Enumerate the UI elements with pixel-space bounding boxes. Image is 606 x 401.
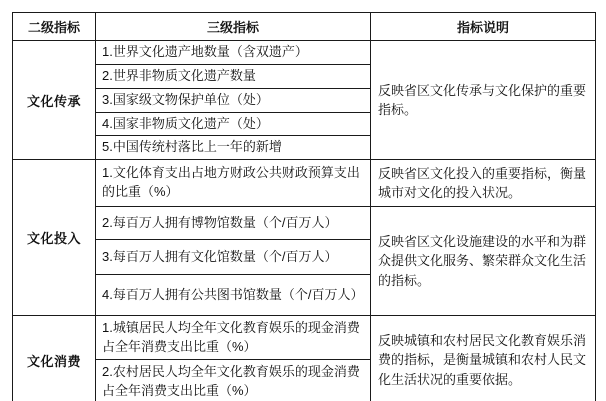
description-cell: 反映省区文化设施建设的水平和为群众提供文化服务、繁荣群众文化生活的指标。 (371, 207, 596, 316)
header-cell-tertiary-indicator: 三级指标 (96, 13, 371, 41)
indicator-cell: 1.城镇居民人均全年文化教育娱乐的现金消费占全年消费支出比重（%） (96, 316, 371, 360)
header-cell-secondary-indicator: 二级指标 (13, 13, 96, 41)
description-cell: 反映省区文化传承与文化保护的重要指标。 (371, 41, 596, 160)
indicator-cell: 4.国家非物质文化遗产（处） (96, 112, 371, 136)
table-row (13, 207, 596, 240)
category-cell-culture-heritage: 文化传承 (13, 41, 96, 160)
indicator-cell: 3.每百万人拥有文化馆数量（个/百万人） (96, 240, 371, 275)
indicator-cell: 2.每百万人拥有博物馆数量（个/百万人） (96, 207, 371, 240)
indicator-cell: 5.中国传统村落比上一年的新增 (96, 136, 371, 160)
description-cell: 反映城镇和农村居民文化教育娱乐消费的指标，是衡量城镇和农村人民文化生活状况的重要依据。 (371, 316, 596, 401)
indicator-cell: 2.世界非物质文化遗产数量 (96, 64, 371, 88)
category-cell-culture-consumption: 文化消费 (13, 316, 96, 401)
indicator-cell: 1.世界文化遗产地数量（含双遗产） (96, 41, 371, 65)
table-row (13, 41, 596, 65)
indicator-cell: 4.每百万人拥有公共图书馆数量（个/百万人） (96, 275, 371, 316)
header-cell-indicator-description: 指标说明 (371, 13, 596, 41)
table-row (13, 316, 596, 360)
category-cell-culture-investment: 文化投入 (13, 160, 96, 316)
indicator-cell: 2.农村居民人均全年文化教育娱乐的现金消费占全年消费支出比重（%） (96, 360, 371, 401)
header-row (13, 13, 596, 41)
table-row (13, 160, 596, 207)
indicator-table (12, 12, 596, 401)
indicator-cell: 1.文化体育支出占地方财政公共财政预算支出的比重（%） (96, 160, 371, 207)
description-cell: 反映省区文化投入的重要指标，衡量城市对文化的投入状况。 (371, 160, 596, 207)
indicator-cell: 3.国家级文物保护单位（处） (96, 88, 371, 112)
